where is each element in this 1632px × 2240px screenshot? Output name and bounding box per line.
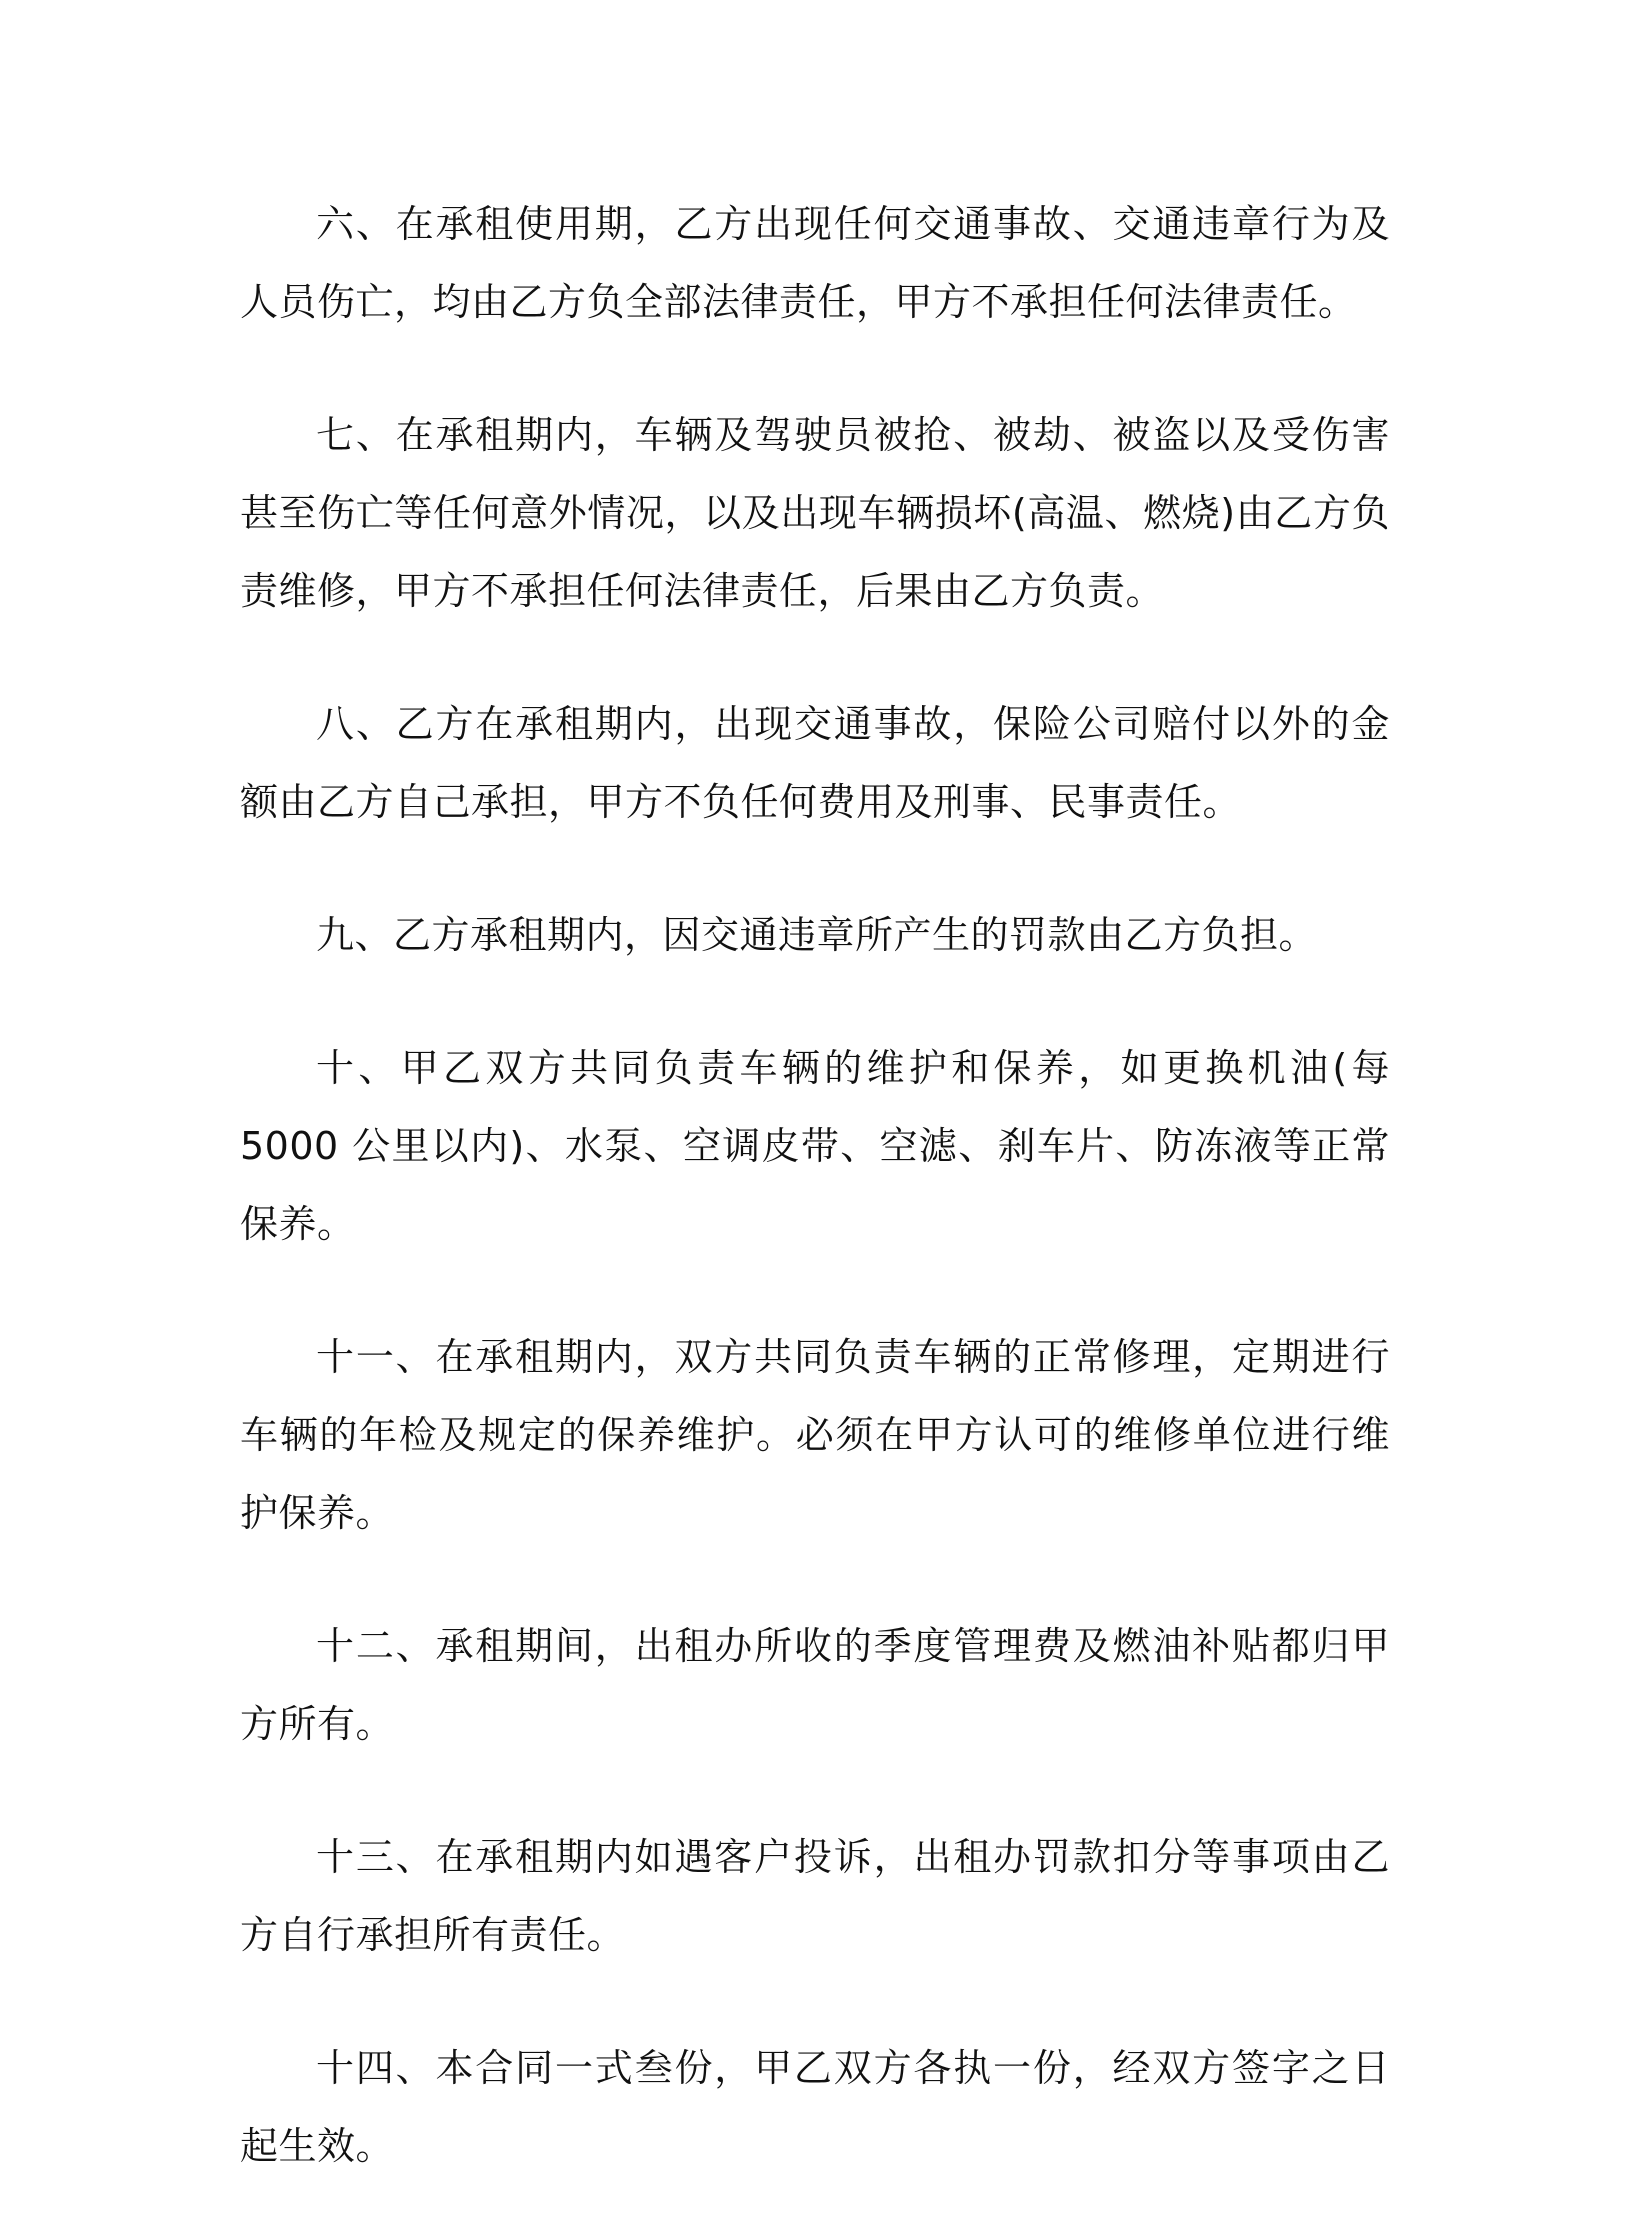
clause-6: 六、在承租使用期，乙方出现任何交通事故、交通违章行为及人员伤亡，均由乙方负全部法律责任，甲方不承担任何法律责任。 xyxy=(240,202,1390,324)
clause-10: 十、甲乙双方共同负责车辆的维护和保养，如更换机油(每 5000 公里以内)、水泵、空调皮带、空滤、刹车片、防冻液等正常保养。 xyxy=(240,1046,1390,1246)
clause-7: 七、在承租期内，车辆及驾驶员被抢、被劫、被盗以及受伤害甚至伤亡等任何意外情况，以及出现车辆损坏(高温、燃烧)由乙方负责维修，甲方不承担任何法律责任，后果由乙方负责。 xyxy=(240,413,1390,613)
clause-12: 十二、承租期间，出租办所收的季度管理费及燃油补贴都归甲方所有。 xyxy=(240,1624,1390,1746)
clause-14: 十四、本合同一式叁份，甲乙双方各执一份，经双方签字之日起生效。 xyxy=(240,2046,1390,2168)
clause-9: 九、乙方承租期内，因交通违章所产生的罚款由乙方负担。 xyxy=(316,913,1318,957)
clause-8: 八、乙方在承租期内，出现交通事故，保险公司赔付以外的金额由乙方自己承担，甲方不负任何费用及刑事、民事责任。 xyxy=(240,702,1390,824)
contract-body xyxy=(240,185,1390,2240)
clause-13: 十三、在承租期内如遇客户投诉，出租办罚款扣分等事项由乙方自行承担所有责任。 xyxy=(240,1835,1390,1957)
clause-11: 十一、在承租期内，双方共同负责车辆的正常修理，定期进行车辆的年检及规定的保养维护。必须在甲方认可的维修单位进行维护保养。 xyxy=(240,1335,1390,1535)
